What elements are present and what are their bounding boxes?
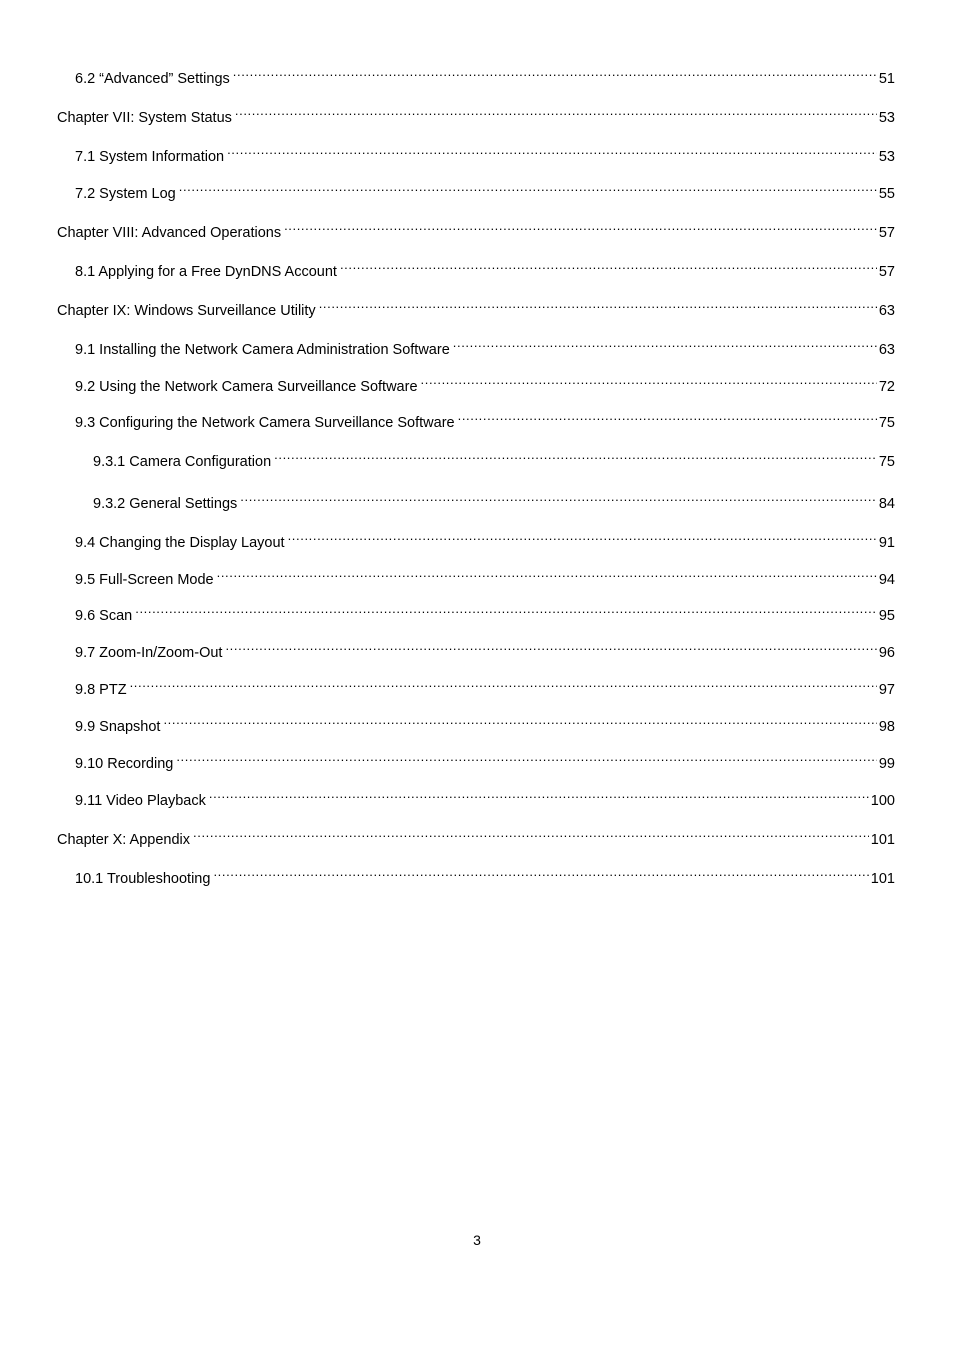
toc-entry-page: 53 — [878, 110, 895, 126]
toc-entry[interactable] — [75, 672, 895, 698]
toc-entry-title: 9.3.1 Camera Configuration — [93, 454, 272, 470]
toc-entry[interactable] — [75, 598, 895, 624]
toc-entry-title: 10.1 Troubleshooting — [75, 871, 211, 887]
toc-entry-page: 84 — [878, 496, 895, 512]
toc-entry-page: 100 — [870, 793, 895, 809]
toc-entry-title: 9.5 Full-Screen Mode — [75, 572, 214, 588]
toc-entry[interactable] — [93, 444, 895, 470]
toc-dot-leader — [233, 61, 877, 83]
toc-entry[interactable] — [75, 525, 895, 551]
toc-dot-leader — [274, 444, 877, 466]
toc-entry-title: 7.2 System Log — [75, 186, 176, 202]
toc-dot-leader — [340, 254, 877, 276]
toc-dot-leader — [235, 100, 877, 122]
toc-entry-title: 9.7 Zoom-In/Zoom-Out — [75, 645, 223, 661]
toc-entry-title: 7.1 System Information — [75, 149, 225, 165]
toc-entry[interactable] — [75, 746, 895, 772]
toc-entry-title: 9.11 Video Playback — [75, 793, 206, 809]
toc-entry-page: 51 — [878, 71, 895, 87]
toc-entry-title: 6.2 “Advanced” Settings — [75, 71, 230, 87]
toc-dot-leader — [135, 598, 877, 620]
toc-entry-title: 9.1 Installing the Network Camera Administration Software — [75, 342, 450, 358]
toc-dot-leader — [227, 139, 877, 161]
toc-entry-page: 101 — [870, 871, 895, 887]
toc-entry[interactable] — [75, 332, 895, 358]
toc-entry-page: 96 — [878, 645, 895, 661]
toc-entry-page: 75 — [878, 454, 895, 470]
toc-dot-leader — [453, 332, 877, 354]
toc-dot-leader — [209, 783, 869, 805]
toc-entry[interactable] — [75, 254, 895, 280]
toc-entry-page: 55 — [878, 186, 895, 202]
toc-entry-title: 9.2 Using the Network Camera Surveillance Software — [75, 379, 418, 395]
toc-dot-leader — [179, 176, 877, 198]
toc-entry-title: Chapter VIII: Advanced Operations — [57, 225, 282, 241]
toc-entry-page: 95 — [878, 608, 895, 624]
toc-entry[interactable] — [57, 100, 895, 126]
toc-entry-page: 63 — [878, 342, 895, 358]
toc-entry-page: 63 — [878, 303, 895, 319]
toc-entry[interactable] — [75, 405, 895, 431]
toc-dot-leader — [284, 215, 877, 237]
toc-entry-page: 97 — [878, 682, 895, 698]
page-number: 3 — [473, 1232, 481, 1248]
toc-dot-leader — [130, 672, 877, 694]
toc-dot-leader — [319, 293, 877, 315]
toc-entry-title: Chapter IX: Windows Surveillance Utility — [57, 303, 316, 319]
toc-entry[interactable] — [75, 861, 895, 887]
toc-entry[interactable] — [75, 562, 895, 588]
toc-entry[interactable] — [75, 61, 895, 87]
toc-entry[interactable] — [75, 139, 895, 165]
toc-entry[interactable] — [75, 176, 895, 202]
toc-entry[interactable] — [75, 369, 895, 395]
toc-entry[interactable] — [57, 215, 895, 241]
toc-entry-page: 75 — [878, 415, 895, 431]
toc-entry-title: 9.8 PTZ — [75, 682, 127, 698]
toc-entry-page: 72 — [878, 379, 895, 395]
toc-dot-leader — [193, 822, 869, 844]
toc-entry-title: Chapter X: Appendix — [57, 832, 191, 848]
toc-entry-page: 57 — [878, 264, 895, 280]
toc-dot-leader — [213, 861, 868, 883]
toc-dot-leader — [176, 746, 877, 768]
toc-dot-leader — [163, 709, 876, 731]
toc-dot-leader — [288, 525, 877, 547]
toc-entry-title: 9.3.2 General Settings — [93, 496, 238, 512]
toc-entry-title: 9.9 Snapshot — [75, 719, 161, 735]
toc-entry[interactable] — [57, 293, 895, 319]
toc-entry-page: 99 — [878, 756, 895, 772]
toc-dot-leader — [458, 405, 877, 427]
toc-entry[interactable] — [75, 635, 895, 661]
toc-entry-page: 57 — [878, 225, 895, 241]
toc-entry-page: 98 — [878, 719, 895, 735]
toc-dot-leader — [217, 562, 877, 584]
toc-entry-title: 8.1 Applying for a Free DynDNS Account — [75, 264, 337, 280]
toc-entry-page: 101 — [870, 832, 895, 848]
toc-dot-leader — [225, 635, 876, 657]
toc-entry-title: Chapter VII: System Status — [57, 110, 232, 126]
toc-entry[interactable] — [93, 486, 895, 512]
toc-entry-page: 53 — [878, 149, 895, 165]
toc-entry-title: 9.3 Configuring the Network Camera Surveillance Software — [75, 415, 455, 431]
toc-entry-title: 9.10 Recording — [75, 756, 174, 772]
toc-entry-page: 91 — [878, 535, 895, 551]
toc-entry[interactable] — [75, 709, 895, 735]
toc-entry-title: 9.6 Scan — [75, 608, 133, 624]
toc-entry[interactable] — [75, 783, 895, 809]
toc-entry[interactable] — [57, 822, 895, 848]
toc-dot-leader — [421, 369, 877, 391]
toc-entry-title: 9.4 Changing the Display Layout — [75, 535, 285, 551]
toc-entry-page: 94 — [878, 572, 895, 588]
toc-dot-leader — [240, 486, 877, 508]
